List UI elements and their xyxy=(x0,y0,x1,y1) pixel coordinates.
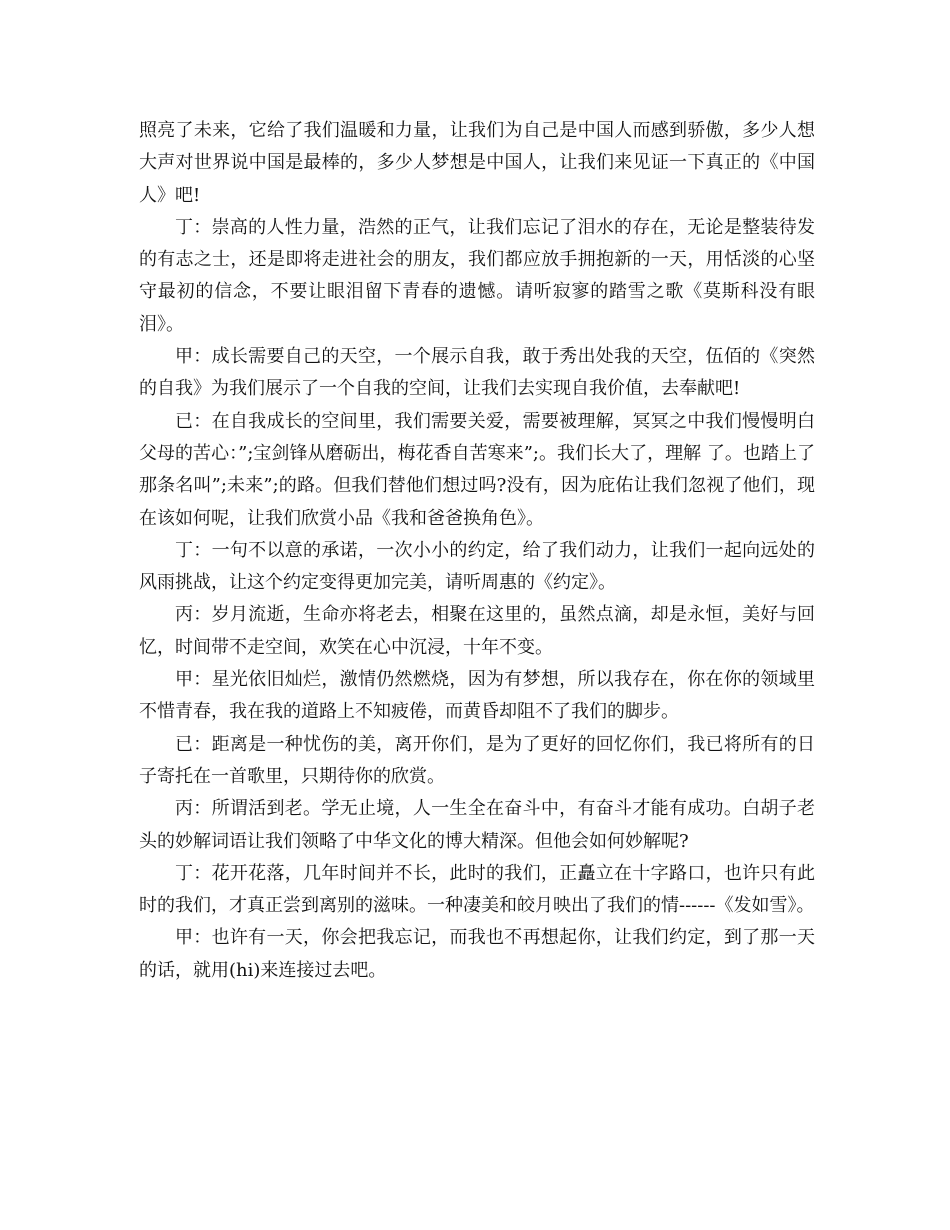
paragraph-4: 已：在自我成长的空间里，我们需要关爱，需要被理解，冥冥之中我们慢慢明白父母的苦心：”;宝剑锋从磨砺出，梅花香自苦寒来”;。我们长大了，理解 了。也踏上了那条名叫”;未来”;的路。但我们替他们想过吗?没有，因为庇佑让我们忽视了他们，现在该如何呢，让我们欣赏小品《我和爸爸换角色》。 xyxy=(139,410,815,529)
paragraph-6: 丙：岁月流逝，生命亦将老去，相聚在这里的，虽然点滴，却是永恒，美好与回忆，时间带不走空间，欢笑在心中沉浸，十年不变。 xyxy=(139,604,815,658)
document-body xyxy=(139,115,815,987)
paragraph-2: 丁：崇高的人性力量，浩然的正气，让我们忘记了泪水的存在，无论是整装待发的有志之士，还是即将走进社会的朋友，我们都应放手拥抱新的一天，用恬淡的心坚守最初的信念，不要让眼泪留下青春的遗憾。请听寂寥的踏雪之歌《莫斯科没有眼泪》。 xyxy=(139,216,815,335)
paragraph-7: 甲：星光依旧灿烂，激情仍然燃烧，因为有梦想，所以我存在，你在你的领域里不惜青春，我在我的道路上不知疲倦，而黄昏却阻不了我们的脚步。 xyxy=(139,669,815,723)
paragraph-5: 丁：一句不以意的承诺，一次小小的约定，给了我们动力，让我们一起向远处的风雨挑战，让这个约定变得更加完美，请听周惠的《约定》。 xyxy=(139,539,815,594)
paragraph-11: 甲：也许有一天，你会把我忘记，而我也不再想起你，让我们约定，到了那一天的话，就用(hi)来连接过去吧。 xyxy=(139,927,815,981)
paragraph-8: 已：距离是一种忧伤的美，离开你们，是为了更好的回忆你们，我已将所有的日子寄托在一首歌里，只期待你的欣赏。 xyxy=(139,733,815,787)
paragraph-1: 照亮了未来，它给了我们温暖和力量，让我们为自己是中国人而感到骄傲，多少人想大声对世界说中国是最棒的，多少人梦想是中国人，让我们来见证一下真正的《中国人》吧! xyxy=(139,120,815,206)
paragraph-9: 丙：所谓活到老。学无止境，人一生全在奋斗中，有奋斗才能有成功。白胡子老头的妙解词语让我们领略了中华文化的博大精深。但他会如何妙解呢? xyxy=(139,798,815,852)
paragraph-10: 丁：花开花落，几年时间并不长，此时的我们，正矗立在十字路口，也许只有此时的我们，才真正尝到离别的滋味。一种凄美和皎月映出了我们的情------《发如雪》。 xyxy=(139,862,815,917)
paragraph-3: 甲：成长需要自己的天空，一个展示自我，敢于秀出处我的天空，伍佰的《突然的自我》为我们展示了一个自我的空间，让我们去实现自我价值，去奉献吧! xyxy=(139,346,815,400)
